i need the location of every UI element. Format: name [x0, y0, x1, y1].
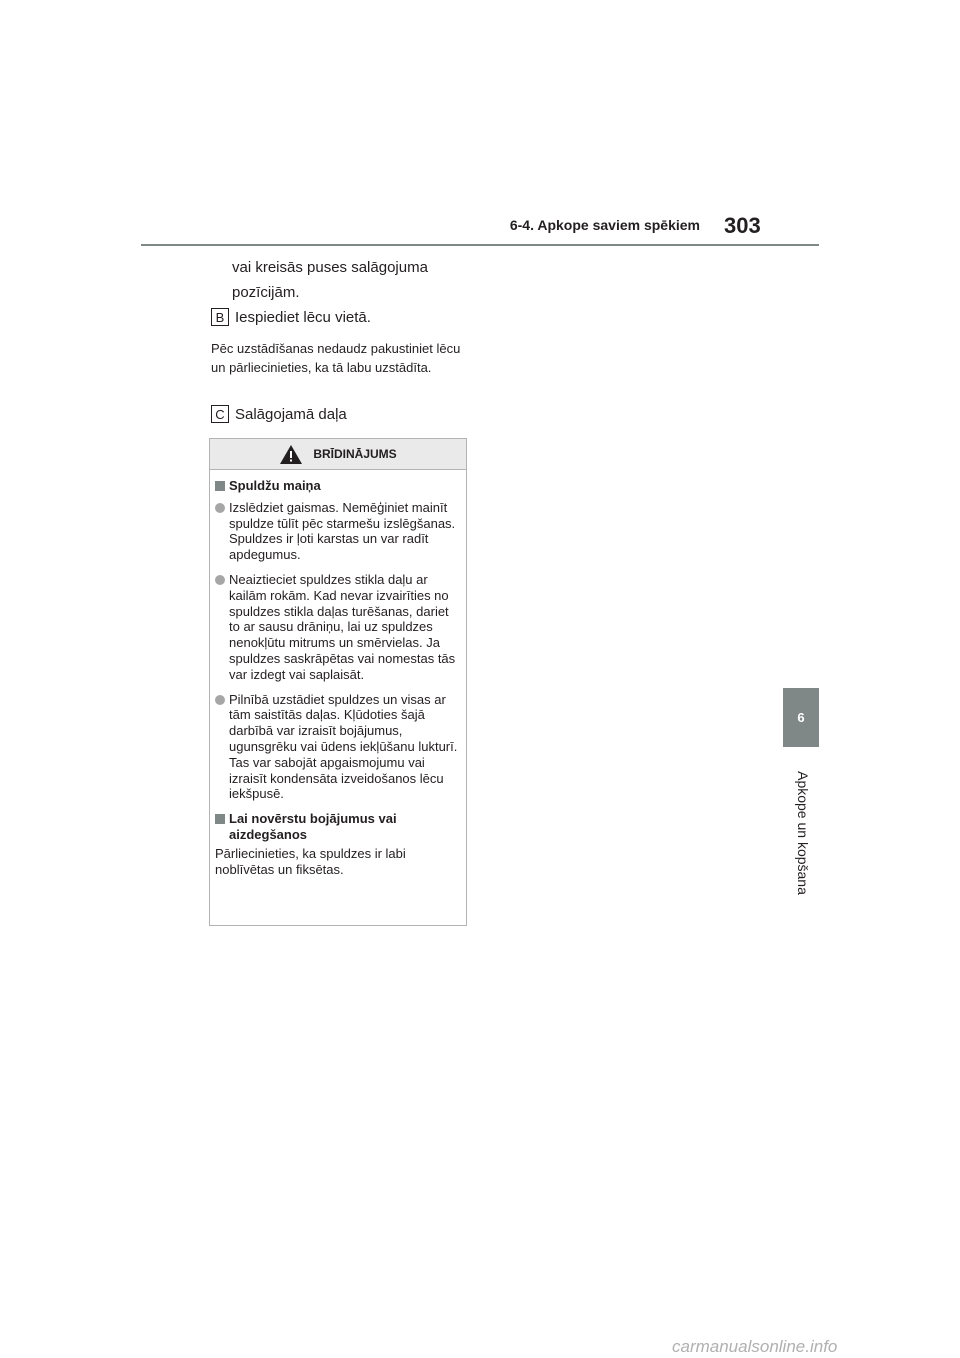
section-title: 6-4. Apkope saviem spēkiem [509, 217, 700, 233]
step-c [211, 405, 347, 423]
step-continuation: vai kreisās puses salāgojuma pozīcijām. [232, 259, 428, 301]
square-bullet-icon [215, 814, 225, 824]
warning-body [210, 470, 466, 877]
warning-bullet: Neaiztieciet spuldzes stikla daļu ar kailām rokām. Kad nevar izvairīties no spuldzes stikla daļas turēšanas, dariet to ar sausu drāniņu, lai uz spuldzes nenokļūtu mitrums un smērvielas. Ja spuldzes saskrāpētas vai nomestas tās var izdegt vai saplaisāt. [215, 572, 460, 683]
square-bullet-icon [215, 481, 225, 491]
watermark: carmanualsonline.info [672, 1337, 838, 1356]
warning-subheading: Lai novērstu bojājumus vai aizdegšanos [215, 811, 460, 843]
installation-note: Pēc uzstādīšanas nedaudz pakustiniet lēcu un pārliecinieties, ka tā labu uzstādīta. [211, 341, 461, 375]
warning-header [210, 439, 466, 470]
warning-box [209, 438, 467, 926]
circle-bullet-icon [215, 503, 225, 513]
chapter-number: 6 [797, 710, 805, 725]
step-b-label: B [211, 308, 229, 326]
warning-subheading: Spuldžu maiņa [215, 478, 460, 494]
warning-bullet: Pilnībā uzstādiet spuldzes un visas ar tām saistītās daļas. Kļūdoties šajā darbībā var izraisīt bojājumus, ugunsgrēku vai ūdens iekļūšanu lukturī. Tas var sabojāt apgaismojumu vai izraisīt kondensāta izveidošanos lēcu iekšpusē. [215, 692, 460, 803]
step-b [211, 308, 371, 326]
warning-bullet: Izslēdziet gaismas. Nemēģiniet mainīt spuldze tūlīt pēc starmešu izslēgšanas. Spuldzes ir ļoti karstas un var radīt apdegumus. [215, 500, 460, 563]
step-b-text: Iespiediet lēcu vietā. [235, 308, 371, 326]
warning-title: BRĪDINĀJUMS [313, 447, 397, 461]
chapter-title: Apkope un kopšana [795, 771, 811, 895]
circle-bullet-icon [215, 695, 225, 705]
warning-text: Pārliecinieties, ka spuldzes ir labi noblīvētas un fiksētas. [215, 845, 406, 877]
step-c-label: C [211, 405, 229, 423]
chapter-tab [783, 688, 819, 747]
warning-triangle-icon [279, 444, 303, 465]
step-c-text: Salāgojamā daļa [235, 405, 347, 423]
header-divider [141, 244, 819, 246]
page-number: 303 [724, 213, 761, 238]
circle-bullet-icon [215, 575, 225, 585]
